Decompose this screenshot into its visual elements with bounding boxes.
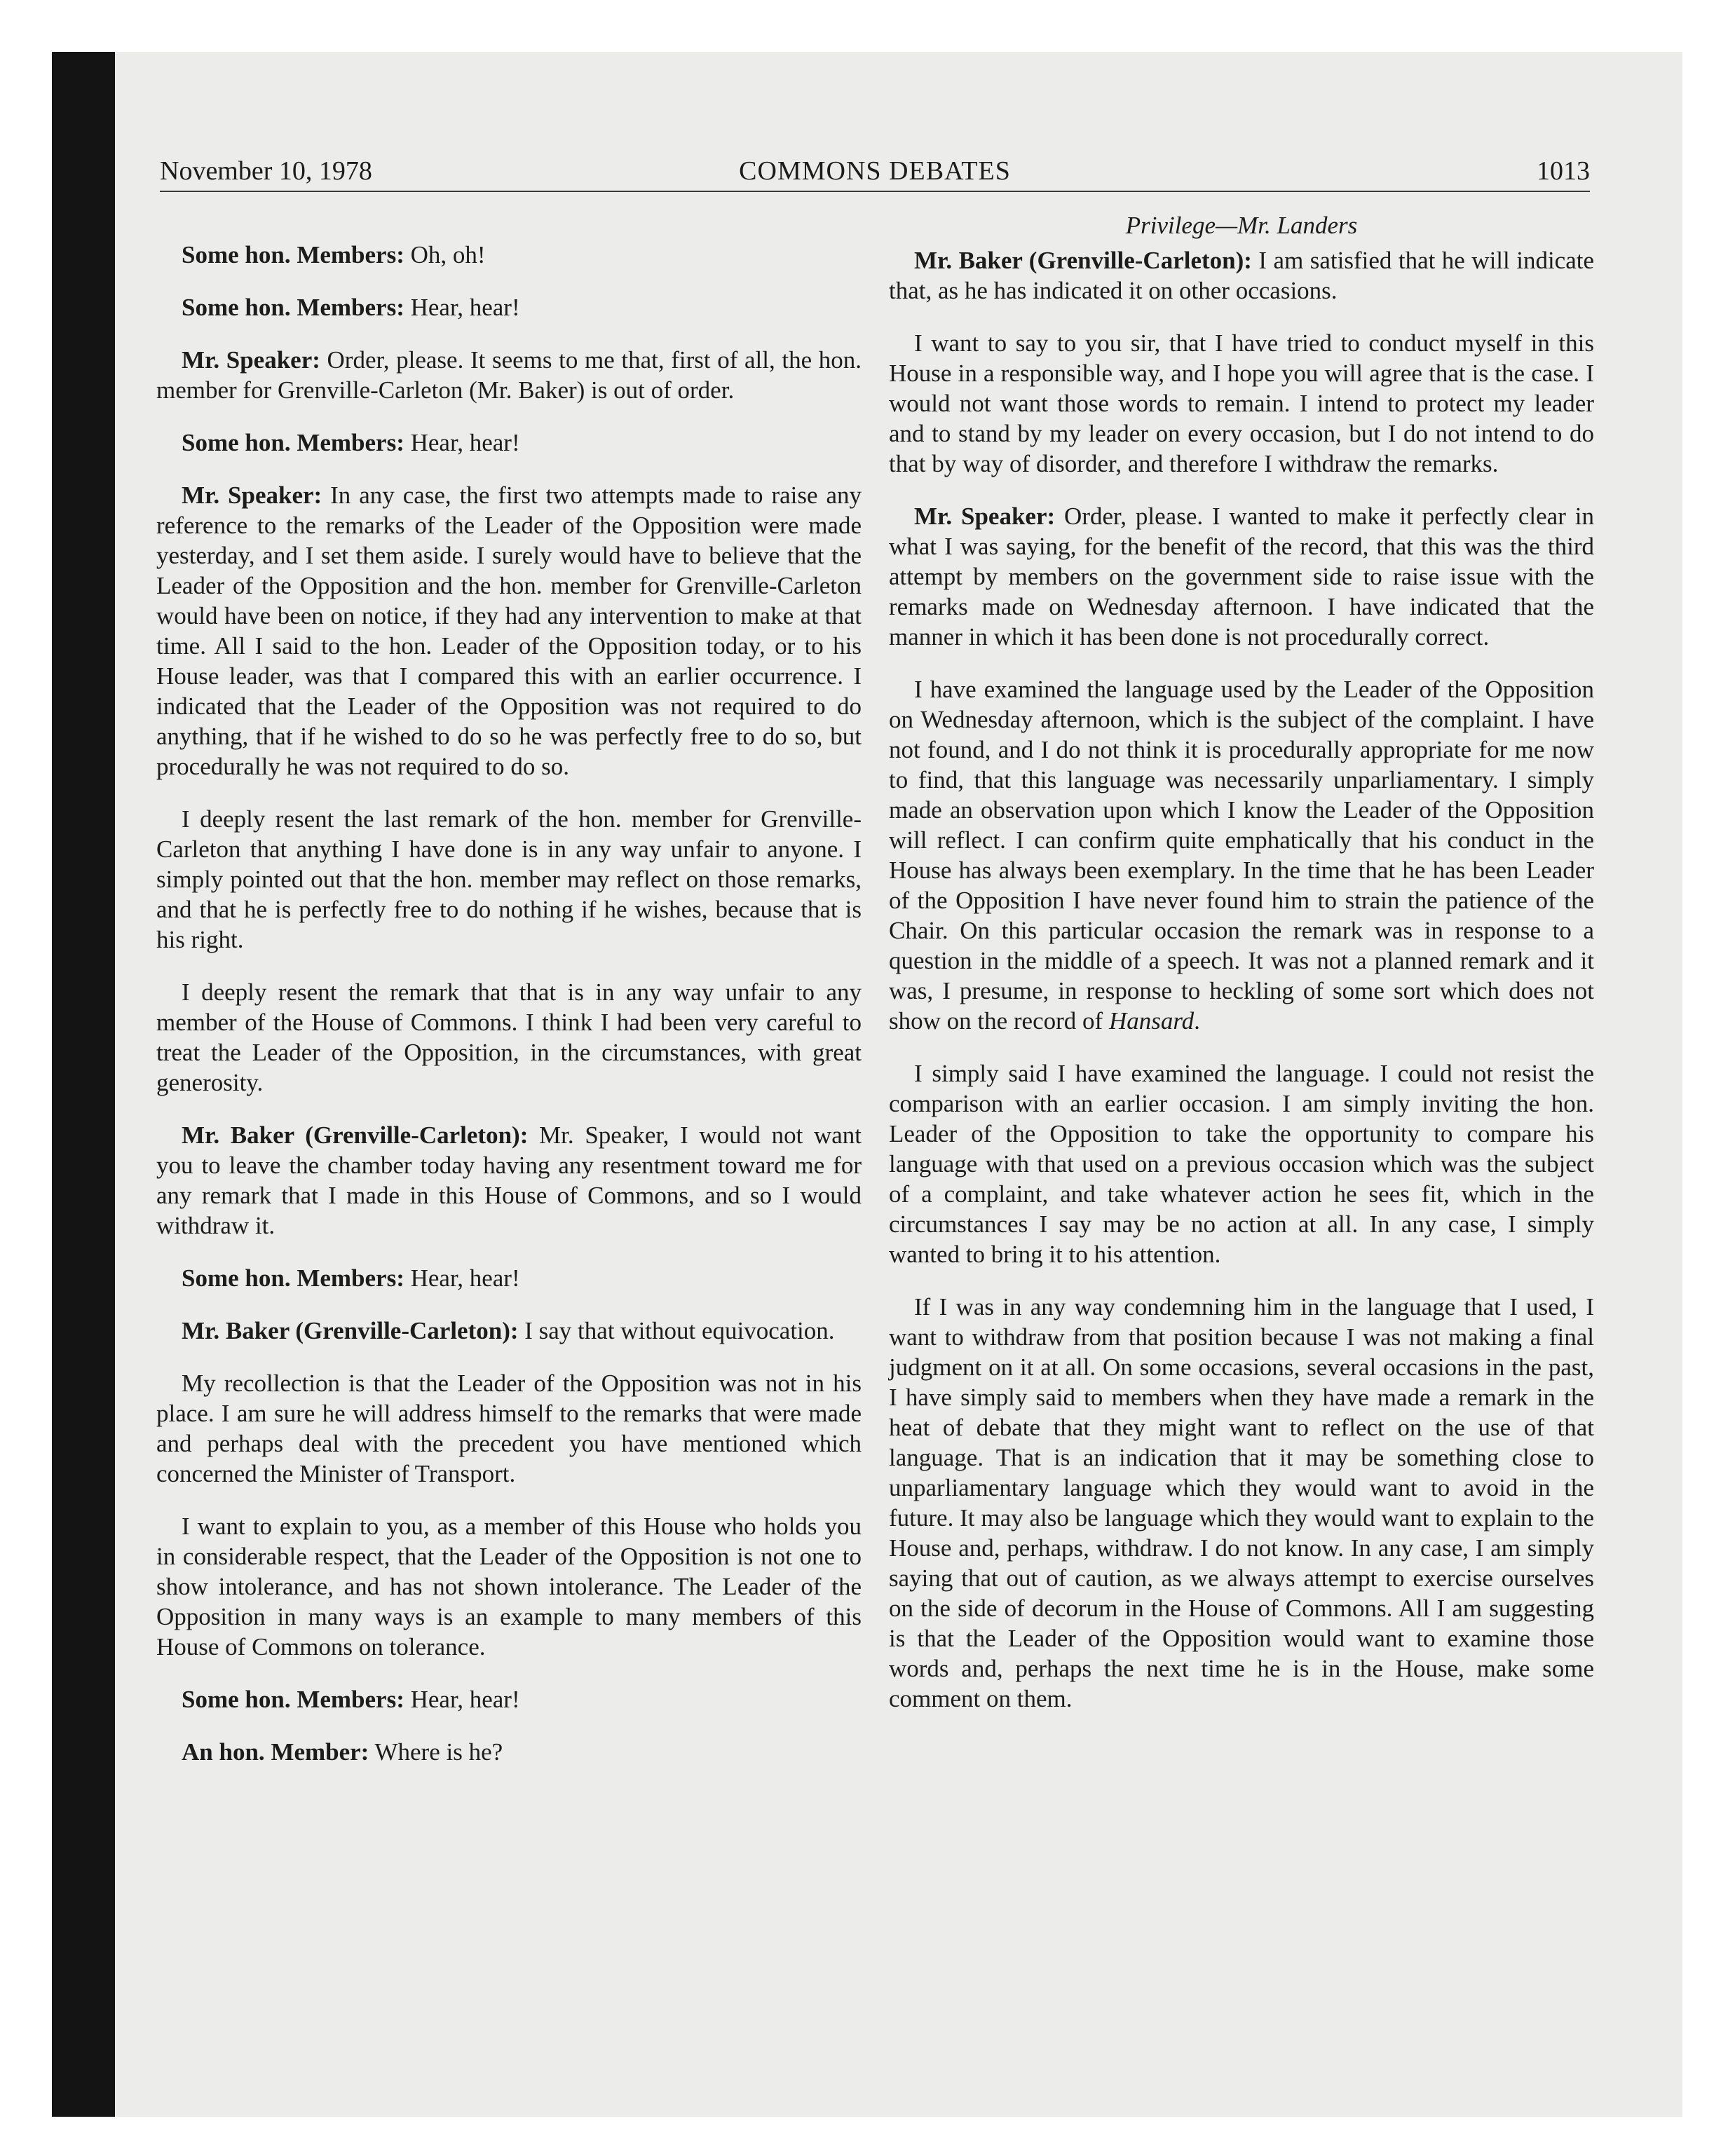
page-header <box>160 156 1590 192</box>
speech-text: I deeply resent the last remark of the hon. member for Grenville-Carleton that anything I have done is in any way unfair to anyone. I simply pointed out that the hon. member may reflect on those remarks, and that he is perfectly free to do nothing if he wishes, because that is his right. <box>156 805 862 953</box>
right-column <box>889 212 1594 1736</box>
speech-paragraph <box>156 292 862 322</box>
speech-paragraph <box>889 501 1594 652</box>
header-date: November 10, 1978 <box>160 156 372 186</box>
speech-text: Order, please. I wanted to make it perfectly clear in what I was saying, for the benefit of the record, that this was the third attempt by members on the government side to raise issue with the remarks made on Wednesday afternoon. I have indicated that the manner in which it has been done is not procedurally correct. <box>889 503 1594 650</box>
speech-text: Mr. Speaker, I would not want you to leave the chamber today having any resentment toward me for any remark that I made in this House of Commons, and so I would withdraw it. <box>156 1121 862 1239</box>
speech-paragraph <box>156 480 862 782</box>
speech-paragraph <box>889 674 1594 1036</box>
speech-text: I say that without equivocation. <box>524 1317 835 1344</box>
speaker-name: Some hon. Members: <box>182 429 404 456</box>
speaker-name: An hon. Member: <box>182 1738 369 1766</box>
speech-paragraph <box>156 428 862 458</box>
speech-text: I deeply resent the remark that that is in any way unfair to any member of the House of Commons. I think I had been very careful to treat the Leader of the Opposition, in the circumstances, with great generosity. <box>156 978 862 1096</box>
speaker-name: Some hon. Members: <box>182 294 404 321</box>
scan-binding-edge <box>52 52 115 2117</box>
speech-paragraph <box>156 1263 862 1293</box>
left-column <box>156 240 862 1789</box>
speech-text: If I was in any way condemning him in the language that I used, I want to withdraw from that position because I was not making a final judgment on it at all. On some occasions, several occasions in the past, I have simply said to members when they have made a remark in the heat of debate that they might want to reflect on the use of that language. That is an indication that it may be something close to unparliamentary language which they would want to avoid in the future. It may also be language which they would want to explain to the House and, perhaps, withdraw. I do not know. In any case, I am simply saying that out of caution, as we always attempt to exercise ourselves on the side of decorum in the House of Commons. All I am suggesting is that the Leader of the Opposition would want to examine those words and, perhaps the next time he is in the House, make some comment on them. <box>889 1293 1594 1712</box>
speech-paragraph <box>156 1120 862 1241</box>
speech-paragraph <box>889 328 1594 479</box>
speaker-name: Mr. Speaker: <box>182 346 320 374</box>
speech-paragraph <box>156 345 862 405</box>
speech-text: I have examined the language used by the Leader of the Opposition on Wednesday afternoon, which is the subject of the complaint. I have not found, and I do not think it is procedurally appropriate for me now to find, that this language was necessarily unparliamentary. I simply made an observation upon which I know the Leader of the Opposition will reflect. I can confirm quite emphatically that his conduct in the House has always been exemplary. In the time that he has been Leader of the Opposition I have never found him to strain the patience of the Chair. On this particular occasion the remark was in response to a question in the middle of a speech. It was not a planned remark and it was, I presume, in response to heckling of some sort which does not show on the record of <box>889 676 1594 1035</box>
speech-text: I want to say to you sir, that I have tried to conduct myself in this House in a responsible way, and I hope you will agree that is the case. I would not want those words to remain. I intend to protect my leader and to stand by my leader on every occasion, but I do not intend to do that by way of disorder, and therefore I withdraw the remarks. <box>889 329 1594 477</box>
speaker-name: Mr. Speaker: <box>182 482 322 509</box>
speech-text: Hear, hear! <box>410 1264 520 1292</box>
header-title: COMMONS DEBATES <box>739 156 1011 186</box>
speech-text: I am satisfied that he will indicate that, as he has indicated it on other occasions. <box>889 247 1595 304</box>
speech-text: Order, please. It seems to me that, first of all, the hon. member for Grenville-Carleton (Mr. Baker) is out of order. <box>156 346 862 404</box>
speech-paragraph <box>889 245 1594 306</box>
speaker-name: Mr. Baker (Grenville-Carleton): <box>182 1121 529 1149</box>
speaker-name: Mr. Baker (Grenville-Carleton): <box>914 247 1252 274</box>
speaker-name: Some hon. Members: <box>182 1686 404 1713</box>
speech-paragraph <box>156 1737 862 1767</box>
speaker-name: Some hon. Members: <box>182 1264 404 1292</box>
hansard-reference: Hansard <box>1108 1007 1195 1035</box>
section-subheading: Privilege—Mr. Landers <box>1125 212 1358 239</box>
speech-paragraph <box>156 1511 862 1662</box>
speech-text: In any case, the first two attempts made to raise any reference to the remarks of the Leader of the Opposition were made yesterday, and I set them aside. I surely would have to believe that the Leader of the Opposition and the hon. member for Grenville-Carleton would have been on notice, if they had any intervention to make at that time. All I said to the hon. Leader of the Opposition today, or to his House leader, was that I compared this with an earlier occurrence. I indicated that the Leader of the Opposition was not required to do anything, that if he wished to do so he was perfectly free to do so, but procedurally he was not required to do so. <box>156 482 862 780</box>
speech-text: I simply said I have examined the language. I could not resist the comparison with an earlier occasion. I am simply inviting the hon. Leader of the Opposition to take the opportunity to compare his language with that used on a previous occasion which was the subject of a complaint, and take whatever action he sees fit, which in the circumstances I say may be no action at all. In any case, I simply wanted to bring it to his attention. <box>889 1060 1594 1268</box>
speaker-name: Mr. Baker (Grenville-Carleton): <box>182 1317 519 1344</box>
speech-paragraph <box>889 1292 1594 1714</box>
speech-text: My recollection is that the Leader of the Opposition was not in his place. I am sure he will address himself to the remarks that were made and perhaps deal with the precedent you have mentioned which concerned the Minister of Transport. <box>156 1370 862 1487</box>
speech-paragraph <box>889 1058 1594 1269</box>
sentence-end: . <box>1194 1007 1200 1035</box>
speech-text: I want to explain to you, as a member of this House who holds you in considerable respect, that the Leader of the Opposition is not one to show intolerance, and has not shown intolerance. The Leader of the Opposition in many ways is an example to many members of this House of Commons on tolerance. <box>156 1513 862 1660</box>
speech-paragraph <box>156 1368 862 1489</box>
header-page-number: 1013 <box>1537 156 1590 186</box>
speaker-name: Some hon. Members: <box>182 241 404 268</box>
speaker-name: Mr. Speaker: <box>914 503 1056 530</box>
speech-text: Oh, oh! <box>410 241 486 268</box>
speech-paragraph <box>156 1316 862 1346</box>
speech-text: Hear, hear! <box>410 429 520 456</box>
speech-paragraph <box>156 804 862 955</box>
speech-text: Hear, hear! <box>410 1686 520 1713</box>
speech-paragraph <box>156 977 862 1098</box>
speech-paragraph <box>156 240 862 270</box>
speech-text: Where is he? <box>374 1738 503 1766</box>
speech-text: Hear, hear! <box>410 294 520 321</box>
speech-paragraph <box>156 1684 862 1714</box>
